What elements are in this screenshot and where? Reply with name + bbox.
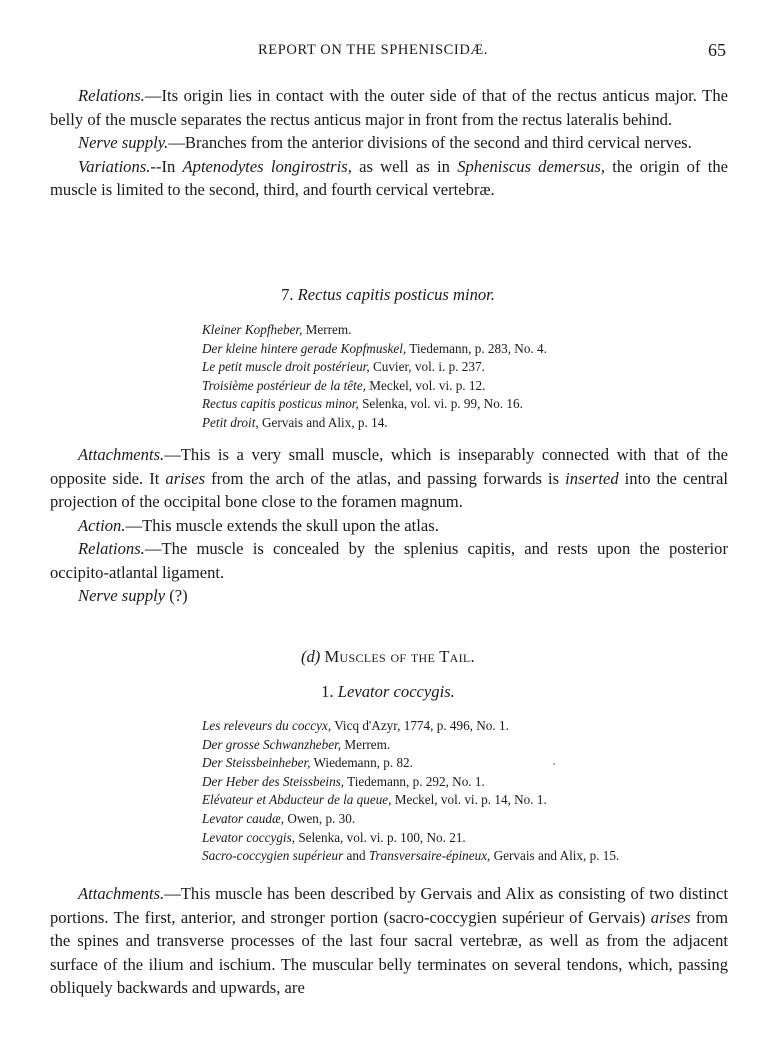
synonym-entry: Der Steissbeinheber, Wiedemann, p. 82. xyxy=(202,755,413,771)
nerve-supply-label: Nerve supply. xyxy=(78,133,169,152)
relations-paragraph: Relations.—The muscle is concealed by the splenius capitis, and rests upon the posterior occipito-atlantal ligament. xyxy=(50,539,728,582)
synonym-entry: Petit droit, Gervais and Alix, p. 14. xyxy=(202,414,388,430)
synonym-entry: Les releveurs du coccyx, Vicq d'Azyr, 1774, p. 496, No. 1. xyxy=(202,718,509,733)
section-title: Muscles of the Tail. xyxy=(324,647,476,666)
synonym-entry: Levator caudæ, Owen, p. 30. xyxy=(202,810,356,826)
relations-label: Relations. xyxy=(78,86,145,105)
running-title: REPORT ON THE SPHENISCIDÆ. xyxy=(258,42,489,58)
running-header xyxy=(0,40,776,66)
section-letter: (d) xyxy=(300,647,321,666)
synonym-list-7 xyxy=(202,321,722,433)
nerve-supply-paragraph: Nerve supply (?) xyxy=(78,586,188,605)
synonym-entry: Kleiner Kopfheber, Merrem. xyxy=(202,322,352,337)
continued-section xyxy=(50,84,728,202)
section-7-body xyxy=(50,443,728,608)
section-1-heading xyxy=(0,682,776,702)
attachments-paragraph: Attachments.—This is a very small muscle, which is inseparably connected with that of the opposite side. It arises from the arch of the atlas, and passing forwards is inserted into the central projection of the occipital bone close to the foramen magnum. xyxy=(50,445,729,511)
variations-paragraph: Variations.--In Aptenodytes longirostris, as well as in Spheniscus demersus, the origin of the muscle is limited to the second, third, and fourth cervical vertebræ. xyxy=(50,156,728,199)
section-7-heading xyxy=(0,285,776,305)
synonym-entry: Le petit muscle droit postérieur, Cuvier, vol. i. p. 237. xyxy=(202,359,485,375)
synonym-entry: Elévateur et Abducteur de la queue, Meckel, vol. vi. p. 14, No. 1. xyxy=(202,792,547,808)
synonym-entry: Levator coccygis, Selenka, vol. vi. p. 100, No. 21. xyxy=(202,829,466,845)
nerve-supply-text: —Branches from the anterior divisions of the second and third cervical nerves. xyxy=(168,133,692,152)
action-label: Action. xyxy=(78,515,126,535)
section-title: Rectus capitis posticus minor. xyxy=(297,285,495,304)
relations-text: —Its origin lies in contact with the outer side of that of the rectus anticus major. The belly of the muscle separates the rectus anticus major in front from the rectus lateralis behind. xyxy=(50,86,728,129)
attachments-label: Attachments. xyxy=(78,445,165,464)
species-name: Spheniscus demersus, xyxy=(457,156,606,176)
action-paragraph: Action.—This muscle extends the skull upon the atlas. xyxy=(78,515,439,535)
nerve-supply-label: Nerve supply xyxy=(78,586,166,605)
section-1-body xyxy=(50,882,728,1000)
section-number: 1. xyxy=(321,682,338,701)
page-number: 65 xyxy=(708,40,726,60)
synonym-list-1 xyxy=(202,717,722,866)
section-title: Levator coccygis. xyxy=(337,682,455,701)
variations-label: Variations. xyxy=(78,156,151,176)
print-speck xyxy=(553,763,555,765)
synonym-entry: Sacro-coccygien supérieur and Transversaire-épineux, Gervais and Alix, p. 15. xyxy=(202,848,620,864)
relations-paragraph xyxy=(50,84,728,131)
synonym-entry: Rectus capitis posticus minor, Selenka, vol. vi. p. 99, No. 16. xyxy=(202,396,523,412)
attachments-label: Attachments. xyxy=(78,884,165,903)
species-name: Aptenodytes longirostris, xyxy=(182,156,352,176)
synonym-entry: Troisième postérieur de la tête, Meckel, vol. vi. p. 12. xyxy=(202,377,486,393)
synonym-entry: Der kleine hintere gerade Kopfmuskel, Tiedemann, p. 283, No. 4. xyxy=(202,340,547,356)
section-d-heading xyxy=(0,647,776,667)
section-number: 7. xyxy=(281,285,298,304)
synonym-entry: Der Heber des Steissbeins, Tiedemann, p. 292, No. 1. xyxy=(202,773,485,789)
synonym-entry: Der grosse Schwanzheber, Merrem. xyxy=(202,736,391,752)
attachments-paragraph: Attachments.—This muscle has been described by Gervais and Alix as consisting of two distinct portions. The first, anterior, and stronger portion (sacro-coccygien supérieur of Gervais) arises from the spines and transverse processes of the last four sacral vertebræ, as well as from the adjacent surface of the ilium and ischium. The muscular belly terminates on several tendons, which, passing obliquely backwards and upwards, are xyxy=(50,884,728,997)
relations-label: Relations. xyxy=(78,539,145,558)
nerve-supply-paragraph xyxy=(50,131,728,155)
